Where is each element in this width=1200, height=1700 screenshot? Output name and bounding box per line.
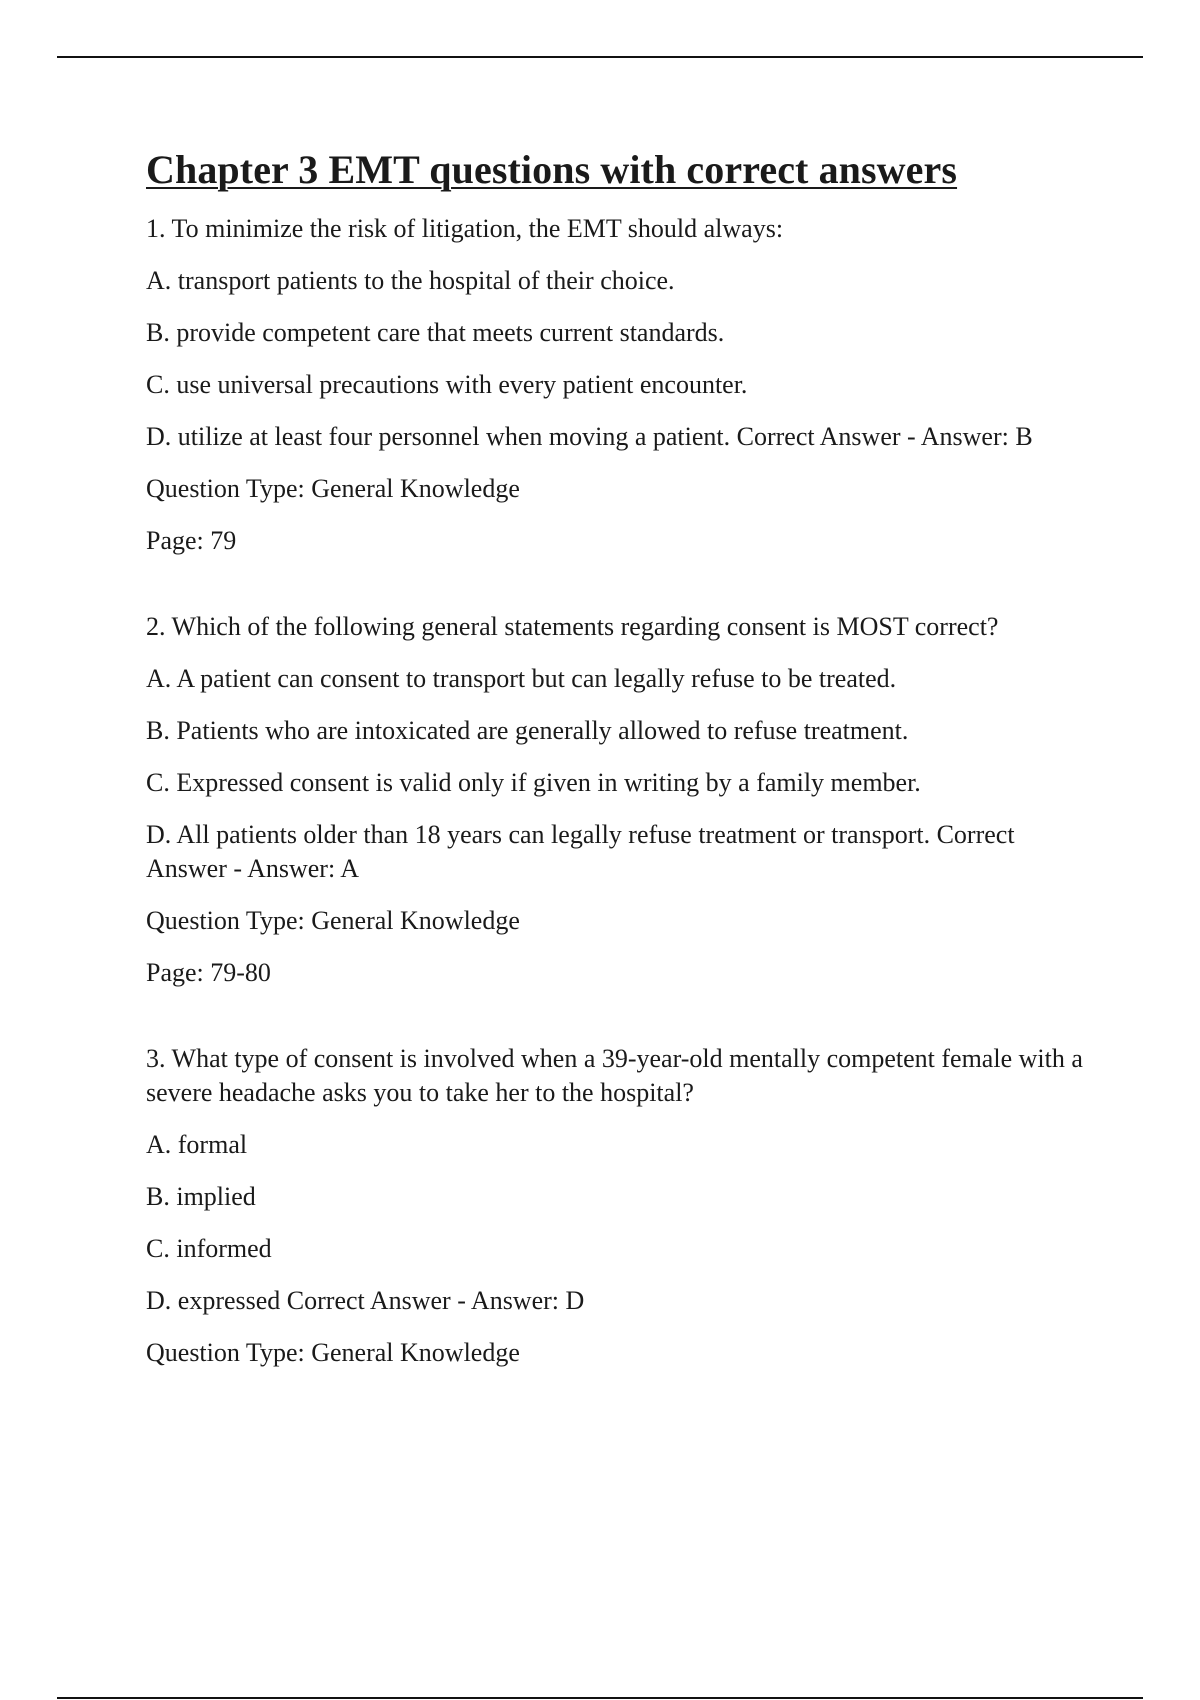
question-3 bbox=[146, 1042, 1096, 1370]
option-c: C. Expressed consent is valid only if given in writing by a family member. bbox=[146, 768, 921, 797]
question-type: Question Type: General Knowledge bbox=[146, 1338, 520, 1367]
option-c: C. use universal precautions with every patient encounter. bbox=[146, 370, 748, 399]
document-title: Chapter 3 EMT questions with correct answers bbox=[146, 147, 958, 192]
question-stem: 3. What type of consent is involved when a 39-year-old mentally competent female with a severe headache asks you to take her to the hospital? bbox=[146, 1044, 1083, 1107]
option-b: B. implied bbox=[146, 1182, 256, 1211]
footer-rule bbox=[57, 1697, 1143, 1699]
option-c: C. informed bbox=[146, 1234, 272, 1263]
option-b: B. Patients who are intoxicated are generally allowed to refuse treatment. bbox=[146, 716, 909, 745]
option-d: D. utilize at least four personnel when moving a patient. bbox=[146, 422, 731, 451]
option-d-with-answer bbox=[146, 818, 1096, 886]
option-d-with-answer bbox=[146, 1284, 1096, 1318]
correct-answer: Correct Answer - Answer: D bbox=[286, 1286, 585, 1315]
question-2 bbox=[146, 610, 1096, 990]
question-stem: 2. Which of the following general statements regarding consent is MOST correct? bbox=[146, 612, 999, 641]
option-a: A. A patient can consent to transport but can legally refuse to be treated. bbox=[146, 664, 897, 693]
page-reference: Page: 79 bbox=[146, 526, 237, 555]
question-1 bbox=[146, 212, 1096, 558]
header-rule bbox=[57, 56, 1143, 58]
correct-answer: Correct Answer - Answer: A bbox=[146, 820, 1015, 883]
document-body bbox=[146, 146, 1096, 1388]
option-d-with-answer bbox=[146, 420, 1096, 454]
option-b: B. provide competent care that meets current standards. bbox=[146, 318, 725, 347]
question-type: Question Type: General Knowledge bbox=[146, 474, 520, 503]
option-a: A. transport patients to the hospital of their choice. bbox=[146, 266, 675, 295]
question-stem: 1. To minimize the risk of litigation, the EMT should always: bbox=[146, 214, 784, 243]
page-reference: Page: 79-80 bbox=[146, 958, 271, 987]
question-type: Question Type: General Knowledge bbox=[146, 906, 520, 935]
option-d: D. expressed bbox=[146, 1286, 281, 1315]
option-a: A. formal bbox=[146, 1130, 248, 1159]
correct-answer: Correct Answer - Answer: B bbox=[736, 422, 1033, 451]
option-d: D. All patients older than 18 years can legally refuse treatment or transport. bbox=[146, 820, 931, 849]
